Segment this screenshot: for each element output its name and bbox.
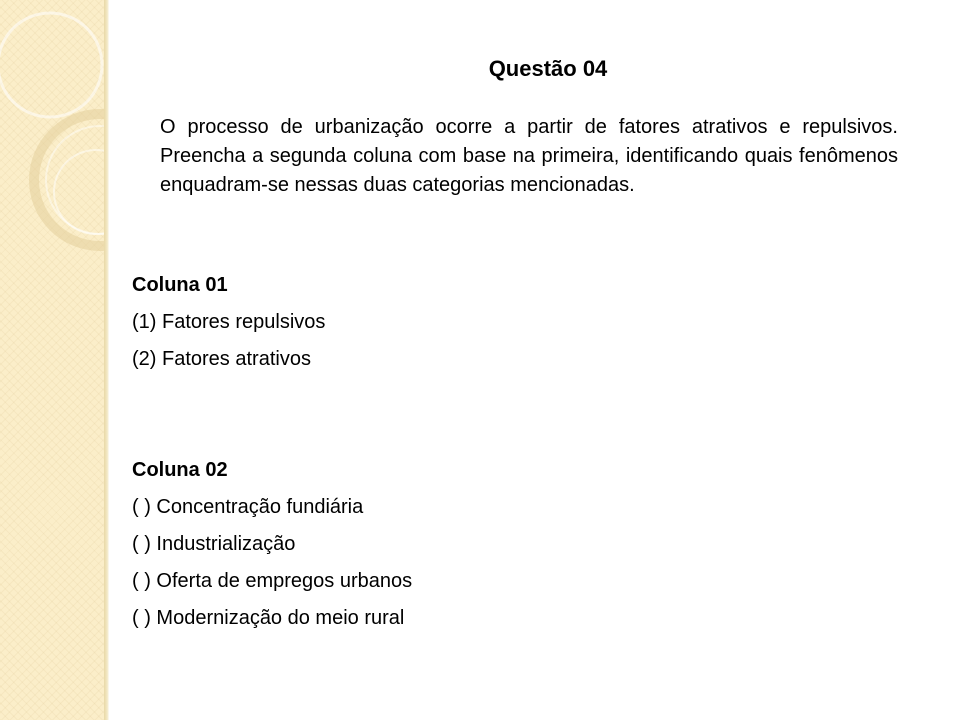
- question-text: O processo de urbanização ocorre a partir de fatores atrativos e repulsivos. Preencha a segunda coluna com base na primeira, identificando quais fenômenos enquadram-se nessas duas categorias mencionadas.: [160, 116, 898, 196]
- column-01: [132, 267, 325, 378]
- decorative-ring-small: [54, 150, 104, 234]
- decorative-rings: [0, 0, 104, 720]
- decorative-ring-inner: [46, 126, 104, 234]
- column-02-item: ( ) Modernização do meio rural: [132, 607, 405, 629]
- column-02-item: ( ) Oferta de empregos urbanos: [132, 570, 413, 592]
- column-01-heading: Coluna 01: [132, 274, 228, 296]
- column-02: [132, 452, 412, 637]
- decorative-side-band: [0, 0, 104, 720]
- column-01-item: (2) Fatores atrativos: [132, 348, 311, 370]
- column-01-item: (1) Fatores repulsivos: [132, 311, 326, 333]
- decorative-ring-large: [34, 114, 104, 246]
- side-band-edge: [104, 0, 109, 720]
- column-02-item: ( ) Industrialização: [132, 533, 296, 555]
- column-02-heading: Coluna 02: [132, 459, 228, 481]
- column-02-item: ( ) Concentração fundiária: [132, 496, 364, 518]
- slide-title: Questão 04: [488, 56, 608, 81]
